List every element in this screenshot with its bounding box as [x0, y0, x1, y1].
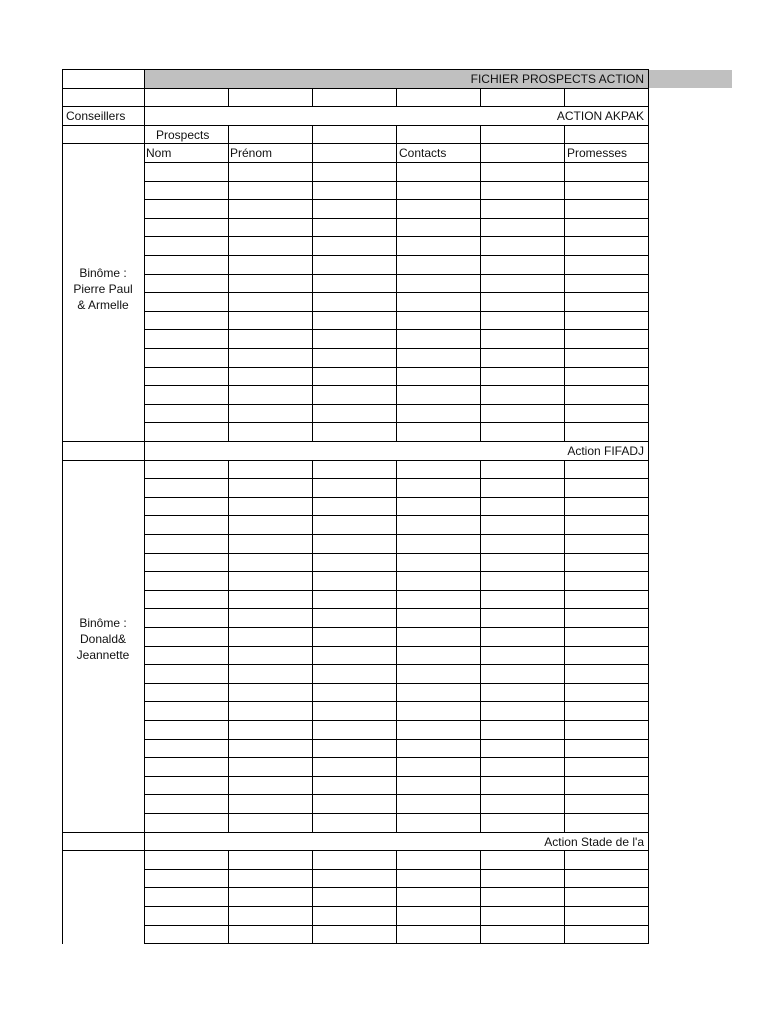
grid-line-v [396, 143, 397, 163]
grid-line-v [564, 311, 565, 330]
grid-line-v [228, 664, 229, 684]
grid-line-v [396, 292, 397, 312]
grid-line-v [228, 311, 229, 330]
grid-line-v [312, 534, 313, 554]
grid-line-h [62, 88, 649, 89]
grid-line-v [312, 311, 313, 330]
grid-line-v [312, 701, 313, 721]
grid-line-v [228, 776, 229, 795]
grid-line-v [312, 385, 313, 405]
grid-line-v [564, 906, 565, 926]
grid-line-v [396, 515, 397, 535]
grid-line-v [312, 497, 313, 516]
grid-line-v [480, 646, 481, 665]
grid-line-v [480, 590, 481, 609]
grid-line-v [564, 627, 565, 647]
column-promesses: Promesses [567, 146, 628, 160]
grid-line-v [564, 794, 565, 814]
grid-line-v [480, 497, 481, 516]
grid-line-v [396, 925, 397, 944]
grid-line-v [564, 181, 565, 200]
grid-line-v [564, 720, 565, 740]
grid-line-v [564, 534, 565, 554]
grid-line-v [564, 329, 565, 349]
grid-line-v [228, 460, 229, 479]
grid-line-v [228, 794, 229, 814]
grid-line-v [312, 422, 313, 442]
grid-line-v [480, 683, 481, 702]
grid-line-v [396, 608, 397, 628]
grid-line-v [228, 515, 229, 535]
grid-line-v [564, 218, 565, 237]
grid-line-v [480, 757, 481, 777]
grid-line-v [312, 348, 313, 368]
grid-line-v [396, 646, 397, 665]
grid-line-v [396, 571, 397, 591]
grid-line-v [564, 664, 565, 684]
grid-line-v [228, 88, 229, 107]
grid-line-v [312, 515, 313, 535]
grid-line-v [480, 571, 481, 591]
grid-line-v [312, 367, 313, 386]
prospects-label: Prospects [156, 128, 210, 142]
grid-line-v [228, 367, 229, 386]
grid-line-v [228, 404, 229, 423]
grid-line-v [228, 255, 229, 275]
grid-line-v [312, 925, 313, 944]
grid-line-v [564, 292, 565, 312]
grid-line-v [312, 608, 313, 628]
grid-line-h [62, 850, 649, 851]
binome-pierre-paul-armelle: Binôme : Pierre Paul & Armelle [73, 266, 133, 312]
grid-line-v [480, 478, 481, 498]
grid-line-v [480, 869, 481, 888]
grid-line-v [564, 590, 565, 609]
grid-line-v [228, 199, 229, 219]
grid-line-v [396, 404, 397, 423]
grid-line-v [312, 646, 313, 665]
grid-line-v [312, 739, 313, 758]
grid-line-v [480, 850, 481, 870]
grid-line-v [312, 329, 313, 349]
grid-line-v [564, 646, 565, 665]
grid-line-v [396, 162, 397, 182]
grid-line-v [480, 627, 481, 647]
grid-line-h [62, 125, 649, 126]
grid-line-v [480, 181, 481, 200]
grid-line-v [480, 608, 481, 628]
grid-line-v [396, 478, 397, 498]
grid-line-v [228, 534, 229, 554]
grid-line-v [564, 571, 565, 591]
grid-line-v [228, 385, 229, 405]
grid-line-v [312, 553, 313, 572]
grid-line-v [480, 422, 481, 442]
grid-line-v [228, 701, 229, 721]
grid-line-v [312, 218, 313, 237]
grid-line-v [564, 255, 565, 275]
grid-line-v [228, 329, 229, 349]
grid-line-v [312, 162, 313, 182]
grid-line-v [564, 404, 565, 423]
grid-line-v [564, 683, 565, 702]
conseillers-label: Conseillers [66, 109, 126, 123]
grid-line-v [480, 348, 481, 368]
grid-line-v [312, 590, 313, 609]
grid-line-v [228, 739, 229, 758]
grid-line-v [396, 590, 397, 609]
grid-line-v [396, 460, 397, 479]
grid-line-v [396, 776, 397, 795]
grid-line-v [564, 125, 565, 144]
section-title-fifadj: Action FIFADJ [567, 444, 644, 458]
grid-line-v [480, 274, 481, 293]
grid-line-v [480, 887, 481, 907]
grid-line-v [564, 553, 565, 572]
grid-line-v [396, 794, 397, 814]
grid-line-v [312, 236, 313, 256]
grid-line-h [62, 441, 649, 442]
grid-line-v [396, 385, 397, 405]
grid-line-v [396, 627, 397, 647]
grid-line-v [312, 571, 313, 591]
grid-line-v [564, 199, 565, 219]
grid-line-v [480, 162, 481, 182]
grid-line-v [228, 571, 229, 591]
grid-line-v [480, 534, 481, 554]
grid-line-v [396, 125, 397, 144]
grid-line-v [228, 162, 229, 182]
grid-line-v [312, 906, 313, 926]
grid-line-v [312, 478, 313, 498]
grid-line-v [564, 850, 565, 870]
grid-line-v [228, 925, 229, 944]
grid-line-v [396, 534, 397, 554]
grid-line-v [228, 143, 229, 163]
grid-line-v [564, 701, 565, 721]
grid-line-v [228, 292, 229, 312]
grid-line-v [480, 813, 481, 833]
grid-line-v [564, 162, 565, 182]
grid-line-v [564, 813, 565, 833]
grid-line-v [396, 218, 397, 237]
grid-line-v [480, 776, 481, 795]
grid-line-v [228, 887, 229, 907]
grid-line-v [480, 125, 481, 144]
grid-line-v [228, 218, 229, 237]
grid-line-v [564, 348, 565, 368]
grid-line-v [480, 236, 481, 256]
section-title-akpak: ACTION AKPAK [556, 109, 644, 123]
grid-line-v [564, 887, 565, 907]
grid-line-v [396, 255, 397, 275]
grid-line-v [312, 627, 313, 647]
grid-line-v [564, 274, 565, 293]
grid-line-v [228, 274, 229, 293]
grid-line-v [312, 776, 313, 795]
grid-line-v [228, 422, 229, 442]
grid-line-v [396, 274, 397, 293]
grid-line-v [312, 813, 313, 833]
grid-line-v [480, 385, 481, 405]
grid-line-v [480, 329, 481, 349]
grid-line-v [564, 608, 565, 628]
grid-line-v [228, 553, 229, 572]
grid-line-v [396, 701, 397, 721]
grid-line-v [312, 125, 313, 144]
grid-line-v [564, 925, 565, 944]
binome-donald-jeannette: Binôme : Donald& Jeannette [76, 616, 130, 662]
grid-line-v [312, 274, 313, 293]
grid-line-v [480, 460, 481, 479]
grid-line-h [62, 69, 649, 70]
grid-line-v [396, 88, 397, 107]
grid-line-v [396, 311, 397, 330]
grid-line-v [396, 236, 397, 256]
grid-line-v [312, 850, 313, 870]
grid-line-v [312, 88, 313, 107]
grid-line-v [396, 199, 397, 219]
grid-line-v [480, 720, 481, 740]
grid-line-v [564, 515, 565, 535]
grid-line-v [396, 906, 397, 926]
grid-line-v [228, 627, 229, 647]
grid-line-v [396, 757, 397, 777]
grid-line-v [564, 478, 565, 498]
grid-line-v [228, 869, 229, 888]
grid-line-v [564, 236, 565, 256]
section-title-stade: Action Stade de l'a [544, 835, 644, 849]
column-nom: Nom [146, 146, 172, 160]
grid-line-v [228, 181, 229, 200]
grid-line-v [396, 664, 397, 684]
grid-line-v [480, 404, 481, 423]
grid-line-v [564, 757, 565, 777]
grid-line-v [312, 292, 313, 312]
grid-line-v [312, 199, 313, 219]
grid-line-v [228, 850, 229, 870]
grid-line-v [480, 292, 481, 312]
sheet-title: FICHIER PROSPECTS ACTION [470, 72, 644, 86]
grid-line-v [480, 255, 481, 275]
column-prenom: Prénom [230, 146, 273, 160]
grid-line-h [62, 143, 649, 144]
grid-line-v [312, 869, 313, 888]
grid-line-v [228, 906, 229, 926]
grid-line-v [396, 553, 397, 572]
grid-line-v [396, 422, 397, 442]
grid-line-v [62, 69, 63, 944]
grid-line-v [312, 683, 313, 702]
grid-line-v [480, 906, 481, 926]
grid-line-v [480, 925, 481, 944]
grid-line-v [564, 776, 565, 795]
grid-line-v [480, 218, 481, 237]
grid-line-v [396, 329, 397, 349]
grid-line-v [564, 869, 565, 888]
grid-line-v [396, 367, 397, 386]
grid-line-v [312, 664, 313, 684]
grid-line-v [228, 125, 229, 144]
grid-line-v [480, 367, 481, 386]
grid-line-v [312, 794, 313, 814]
grid-line-v [396, 850, 397, 870]
grid-line-v [312, 720, 313, 740]
grid-line-v [396, 348, 397, 368]
grid-line-v [480, 701, 481, 721]
grid-line-v [312, 404, 313, 423]
grid-line-v [480, 515, 481, 535]
grid-line-v [564, 460, 565, 479]
grid-line-v [396, 683, 397, 702]
grid-line-v [228, 348, 229, 368]
grid-line-h [62, 460, 649, 461]
grid-line-v [396, 869, 397, 888]
grid-line-v [228, 646, 229, 665]
grid-line-v [228, 757, 229, 777]
grid-line-v [564, 497, 565, 516]
grid-line-v [228, 608, 229, 628]
grid-line-v [228, 497, 229, 516]
grid-line-v [480, 311, 481, 330]
grid-line-v [228, 813, 229, 833]
grid-line-v [396, 813, 397, 833]
grid-line-v [312, 757, 313, 777]
grid-line-v [312, 887, 313, 907]
column-contacts: Contacts [399, 146, 447, 160]
grid-line-v [396, 497, 397, 516]
grid-line-v [228, 683, 229, 702]
grid-line-v [564, 385, 565, 405]
grid-line-v [228, 478, 229, 498]
grid-line-v [480, 143, 481, 163]
grid-line-v [480, 88, 481, 107]
grid-line-v [312, 181, 313, 200]
grid-line-v [480, 739, 481, 758]
grid-line-v [144, 69, 145, 944]
grid-line-v [228, 720, 229, 740]
grid-line-v [564, 88, 565, 107]
grid-line-v [480, 199, 481, 219]
grid-line-v [396, 739, 397, 758]
grid-line-v [312, 255, 313, 275]
grid-line-v [312, 460, 313, 479]
grid-line-v [396, 887, 397, 907]
grid-line-v [480, 664, 481, 684]
grid-line-v [480, 794, 481, 814]
grid-line-v [228, 590, 229, 609]
grid-line-v [480, 553, 481, 572]
grid-line-v [312, 143, 313, 163]
grid-line-v [648, 69, 649, 944]
grid-line-v [564, 143, 565, 163]
grid-line-v [564, 422, 565, 442]
grid-line-h [62, 106, 649, 107]
grid-line-v [396, 181, 397, 200]
grid-line-h [62, 832, 649, 833]
grid-line-v [228, 236, 229, 256]
grid-line-v [564, 739, 565, 758]
grid-line-v [564, 367, 565, 386]
grid-line-v [396, 720, 397, 740]
